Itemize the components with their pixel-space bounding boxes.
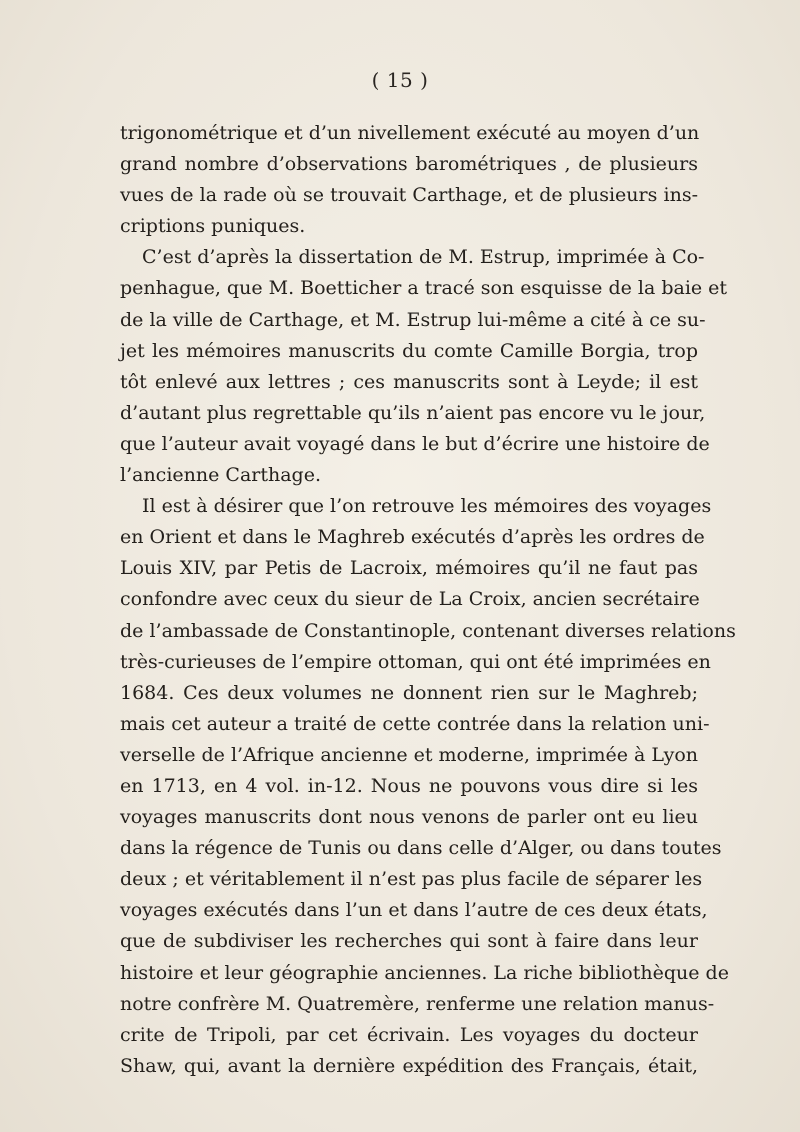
- text-line: mais cet auteur a traité de cette contrée dans la relation uni-: [120, 712, 710, 735]
- text-line: voyages exécutés dans l’un et dans l’autre de ces deux états,: [120, 899, 708, 922]
- text-line: verselle de l’Afrique ancienne et moderne, imprimée à Lyon: [120, 743, 699, 766]
- body-text: [120, 118, 736, 1082]
- text-line: grand nombre d’observations barométriques , de plusieurs: [120, 153, 698, 176]
- text-line: C’est d’après la dissertation de M. Estrup, imprimée à Co-: [142, 246, 705, 269]
- text-line: penhague, que M. Boetticher a tracé son esquisse de la baie et: [120, 277, 728, 300]
- text-line: Louis XIV, par Petis de Lacroix, mémoires qu’il ne faut pas: [120, 557, 698, 580]
- text-line: de la ville de Carthage, et M. Estrup lui-même a cité à ce su-: [120, 308, 706, 331]
- text-line: histoire et leur géographie anciennes. La riche bibliothèque de: [120, 961, 729, 984]
- text-line: Shaw, qui, avant la dernière expédition des Français, était,: [120, 1054, 698, 1077]
- text-line: 1684. Ces deux volumes ne donnent rien sur le Maghreb;: [120, 681, 698, 704]
- text-line: de l’ambassade de Constantinople, contenant diverses relations: [120, 619, 736, 642]
- text-line: criptions puniques.: [120, 215, 306, 238]
- text-line: l’ancienne Carthage.: [120, 464, 321, 487]
- text-line: en Orient et dans le Maghreb exécutés d’après les ordres de: [120, 526, 705, 549]
- text-line: en 1713, en 4 vol. in-12. Nous ne pouvons vous dire si les: [120, 774, 698, 797]
- text-line: deux ; et véritablement il n’est pas plus facile de séparer les: [120, 868, 703, 891]
- text-line: Il est à désirer que l’on retrouve les mémoires des voyages: [142, 495, 712, 518]
- text-line: vues de la rade où se trouvait Carthage, et de plusieurs ins-: [120, 184, 698, 207]
- text-line: confondre avec ceux du sieur de La Croix, ancien secrétaire: [120, 588, 700, 611]
- text-line: tôt enlevé aux lettres ; ces manuscrits sont à Leyde; il est: [120, 370, 698, 393]
- page-number: ( 15 ): [371, 68, 429, 92]
- text-line: d’autant plus regrettable qu’ils n’aient pas encore vu le jour,: [120, 401, 706, 424]
- text-line: jet les mémoires manuscrits du comte Camille Borgia, trop: [120, 339, 698, 362]
- text-line: notre confrère M. Quatremère, renferme une relation manus-: [120, 992, 715, 1015]
- text-line: que l’auteur avait voyagé dans le but d’écrire une histoire de: [120, 432, 710, 455]
- text-line: que de subdiviser les recherches qui sont à faire dans leur: [120, 930, 698, 953]
- text-line: dans la régence de Tunis ou dans celle d’Alger, ou dans toutes: [120, 837, 722, 860]
- text-line: trigonométrique et d’un nivellement exécuté au moyen d’un: [120, 122, 700, 144]
- text-line: crite de Tripoli, par cet écrivain. Les voyages du docteur: [120, 1023, 698, 1046]
- text-line: voyages manuscrits dont nous venons de parler ont eu lieu: [120, 806, 698, 829]
- text-line: très-curieuses de l’empire ottoman, qui ont été imprimées en: [120, 650, 711, 673]
